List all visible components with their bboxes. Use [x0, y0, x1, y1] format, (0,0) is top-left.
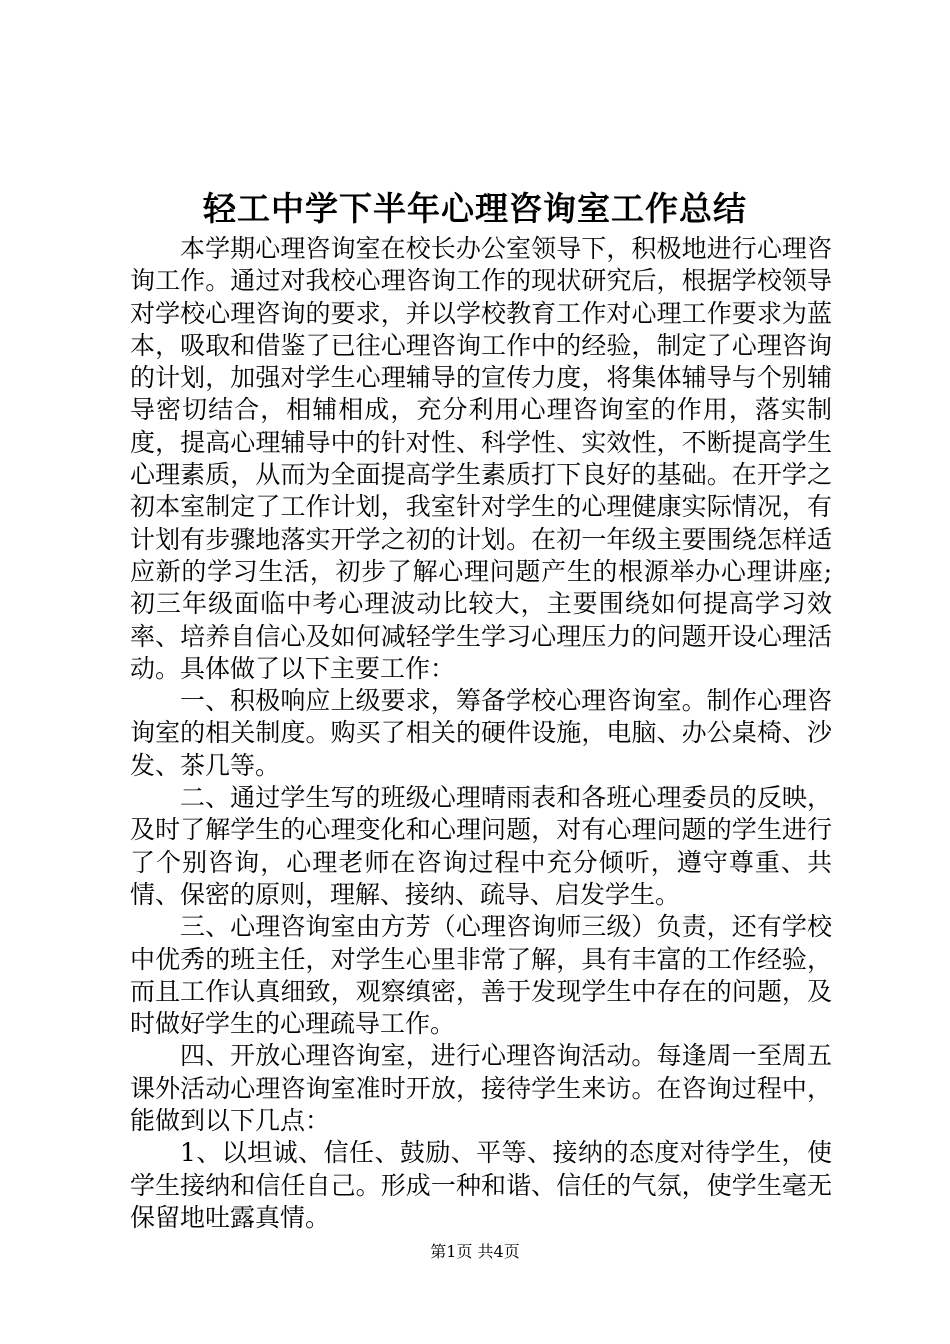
paragraph-item-3: 三、心理咨询室由方芳（心理咨询师三级）负责，还有学校中优秀的班主任，对学生心里非常了解，具有丰富的工作经验，而且工作认真细致，观察缜密，善于发现学生中存在的问题，及时做好学生的心理疏导工作。: [130, 912, 832, 1039]
document-body: [130, 233, 832, 1234]
page-number-footer: 第1页 共4页: [430, 1242, 520, 1261]
paragraph-item-4: 四、开放心理咨询室，进行心理咨询活动。每逢周一至周五课外活动心理咨询室准时开放，接待学生来访。在咨询过程中，能做到以下几点：: [130, 1041, 832, 1136]
paragraph-item-1: 一、积极响应上级要求，筹备学校心理咨询室。制作心理咨询室的相关制度。购买了相关的硬件设施，电脑、办公桌椅、沙发、茶几等。: [130, 686, 832, 780]
paragraph-item-2: 二、通过学生写的班级心理晴雨表和各班心理委员的反映，及时了解学生的心理变化和心理问题，对有心理问题的学生进行了个别咨询，心理老师在咨询过程中充分倾听，遵守尊重、共情、保密的原则，理解、接纳、疏导、启发学生。: [130, 783, 832, 909]
document-title: 轻工中学下半年心理咨询室工作总结: [203, 189, 747, 228]
paragraph-subitem-1: 1、以坦诚、信任、鼓励、平等、接纳的态度对待学生，使学生接纳和信任自己。形成一种和谐、信任的气氛，使学生毫无保留地吐露真情。: [130, 1138, 832, 1232]
paragraph-intro: 本学期心理咨询室在校长办公室领导下，积极地进行心理咨询工作。通过对我校心理咨询工作的现状研究后，根据学校领导对学校心理咨询的要求，并以学校教育工作对心理工作要求为蓝本，吸取和借鉴了已往心理咨询工作中的经验，制定了心理咨询的计划，加强对学生心理辅导的宣传力度，将集体辅导与个别辅导密切结合，相辅相成，充分利用心理咨询室的作用，落实制度，提高心理辅导中的针对性、科学性、实效性，不断提高学生心理素质，从而为全面提高学生素质打下良好的基础。在开学之初本室制定了工作计划，我室针对学生的心理健康实际情况，有计划有步骤地落实开学之初的计划。在初一年级主要围绕怎样适应新的学习生活，初步了解心理问题产生的根源举办心理讲座;初三年级面临中考心理波动比较大，主要围绕如何提高学习效率、培养自信心及如何减轻学生学习心理压力的问题开设心理活动。具体做了以下主要工作：: [130, 234, 832, 683]
